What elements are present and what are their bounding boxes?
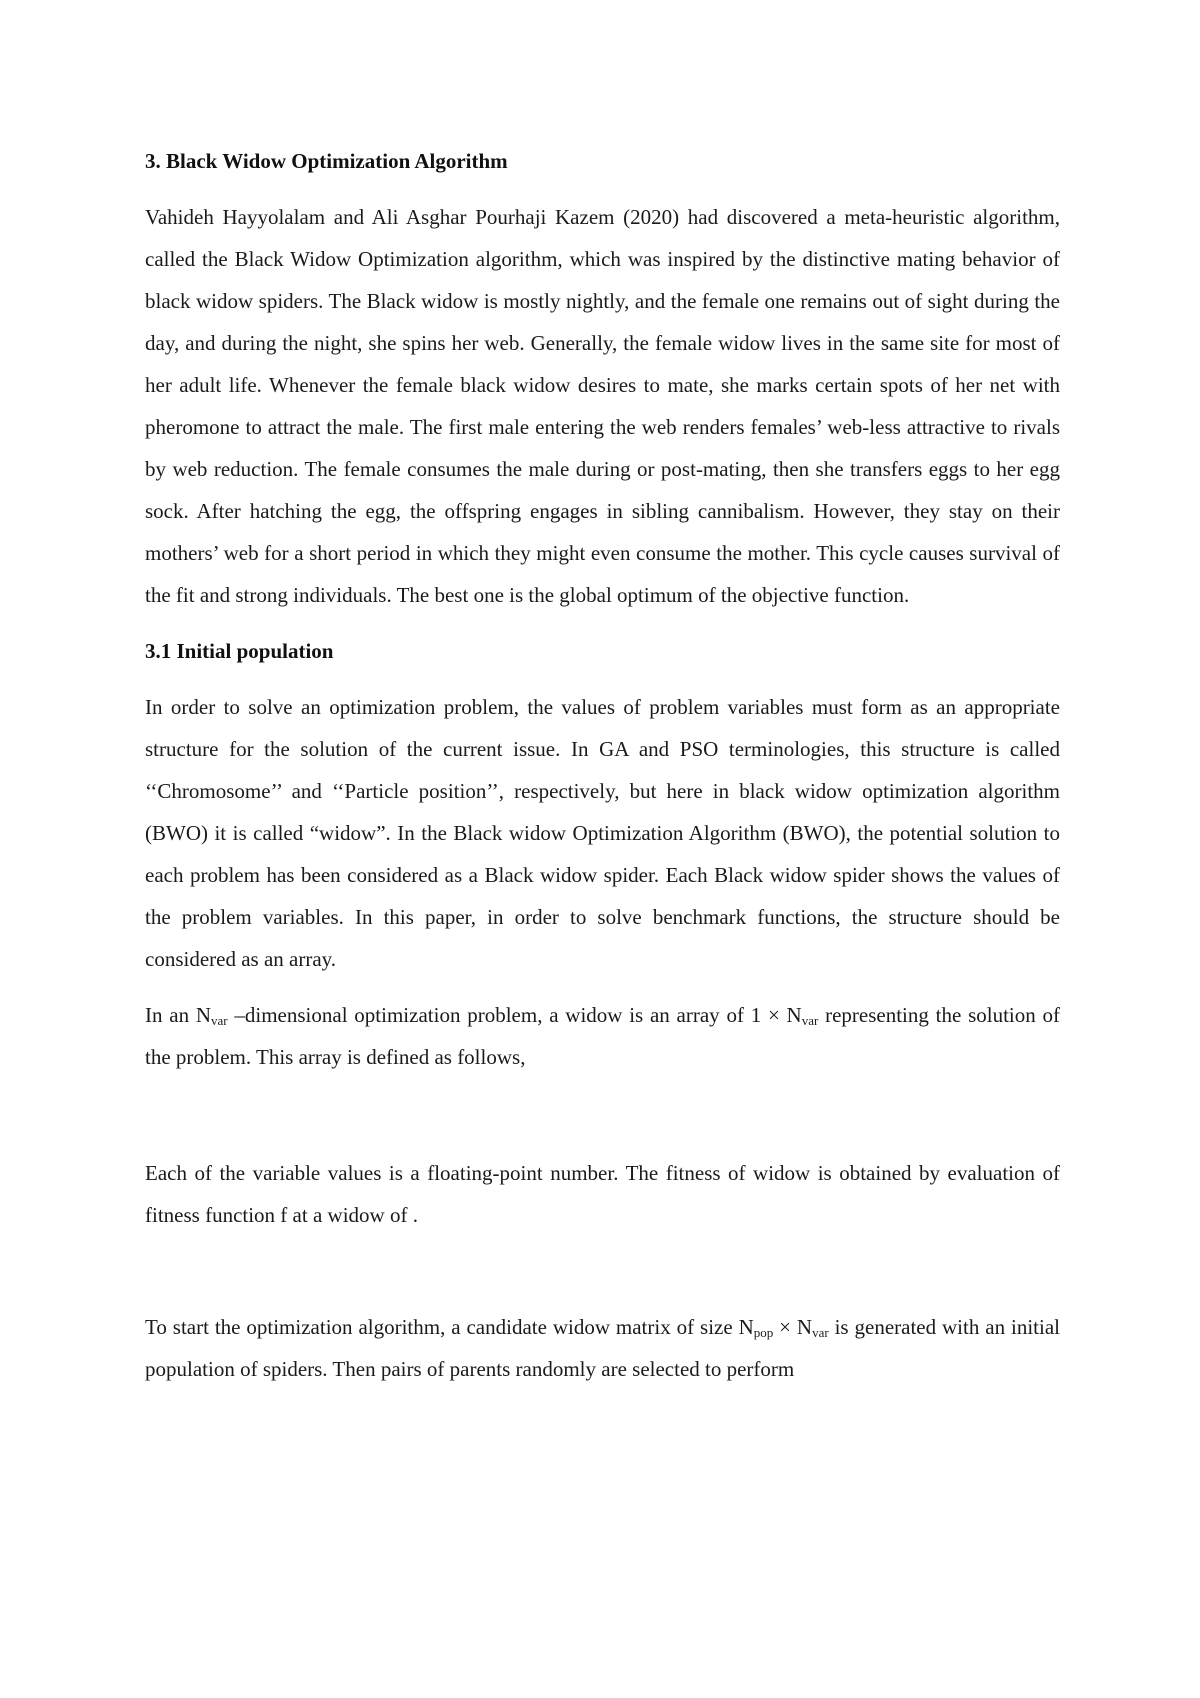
- nvar-subscript-3: var: [812, 1325, 829, 1340]
- initial-population-paragraph-2: [145, 994, 1060, 1078]
- section-3-heading: 3. Black Widow Optimization Algorithm: [145, 149, 508, 173]
- paragraph-2-text-c: representing the solution of the problem. This array is defined as follows,: [145, 1003, 1060, 1069]
- npop-subscript: pop: [753, 1325, 774, 1340]
- missing-equation-space: [145, 1092, 1060, 1152]
- document-body: [145, 140, 1060, 1404]
- paragraph-2-text-a: In an N: [145, 1003, 212, 1027]
- paragraph-4-text-c: is generated with an initial population of spiders. Then pairs of parents randomly are selected to perform: [145, 1315, 1060, 1381]
- nvar-subscript-2: var: [801, 1013, 819, 1028]
- nvar-subscript-1: var: [211, 1013, 228, 1028]
- paragraph-2-text-b: –dimensional optimization problem, a widow is an array of 1 × N: [227, 1003, 802, 1027]
- section-3-paragraph: Vahideh Hayyolalam and Ali Asghar Pourhaji Kazem (2020) had discovered a meta-heuristic algorithm, called the Black Widow Optimization algorithm, which was inspired by the distinctive mating behavior of black widow spiders. The Black widow is mostly nightly, and the female one remains out of sight during the day, and during the night, she spins her web. Generally, the female widow lives in the same site for most of her adult life. Whenever the female black widow desires to mate, she marks certain spots of her net with pheromone to attract the male. The first male entering the web renders females’ web-less attractive to rivals by web reduction. The female consumes the male during or post-mating, then she transfers eggs to her egg sock. After hatching the egg, the offspring engages in sibling cannibalism. However, they stay on their mothers’ web for a short period in which they might even consume the mother. This cycle causes survival of the fit and strong individuals. The best one is the global optimum of the objective function.: [145, 205, 1060, 607]
- section-3-1-heading: 3.1 Initial population: [145, 639, 334, 663]
- initial-population-paragraph-3: Each of the variable values is a floating-point number. The fitness of widow is obtained by evaluation of fitness function f at a widow of .: [145, 1161, 1060, 1227]
- missing-equation-space-2: [145, 1250, 1060, 1306]
- initial-population-paragraph-4: [145, 1306, 1060, 1390]
- paragraph-4-text-a: To start the optimization algorithm, a candidate widow matrix of size N: [145, 1315, 754, 1339]
- initial-population-paragraph-1: In order to solve an optimization problem, the values of problem variables must form as an appropriate structure for the solution of the current issue. In GA and PSO terminologies, this structure is called ‘‘Chromosome’’ and ‘‘Particle position’’, respectively, but here in black widow optimization algorithm (BWO) it is called “widow”. In the Black widow Optimization Algorithm (BWO), the potential solution to each problem has been considered as a Black widow spider. Each Black widow spider shows the values of the problem variables. In this paper, in order to solve benchmark functions, the structure should be considered as an array.: [145, 695, 1060, 971]
- paragraph-4-text-b: × N: [773, 1315, 813, 1339]
